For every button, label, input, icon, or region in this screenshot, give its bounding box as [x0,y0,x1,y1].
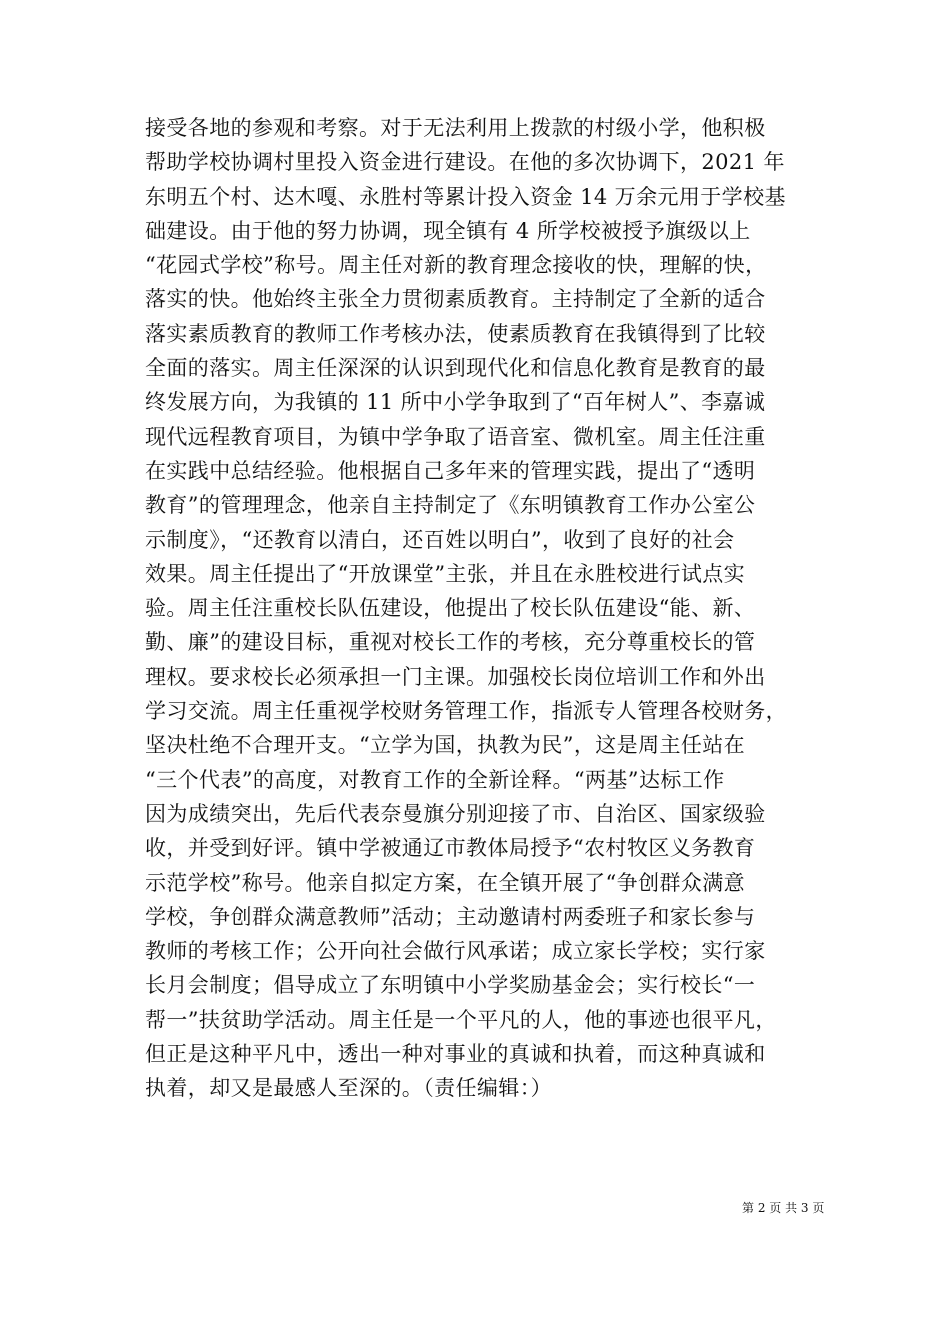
text-line: 现代远程教育项目，为镇中学争取了语音室、微机室。周主任注重 [145,424,766,449]
text-line: 学校，争创群众满意教师”活动；主动邀请村两委班子和家长参与 [145,904,756,929]
text-line: 落实素质教育的教师工作考核办法，使素质教育在我镇得到了比较 [145,321,766,346]
text-line: 效果。周主任提出了“开放课堂”主张，并且在永胜校进行试点实 [145,561,746,586]
text-line: 勤、廉”的建设目标，重视对校长工作的考核，充分尊重校长的管 [145,630,756,655]
page-number: 第 2 页 共 3 页 [742,1201,825,1215]
text-line: 执着，却又是最感人至深的。（责任编辑：） [145,1076,552,1101]
text-line: “三个代表”的高度，对教育工作的全新诠释。“两基”达标工作 [145,767,725,792]
text-line: 长月会制度；倡导成立了东明镇中小学奖励基金会；实行校长“一 [145,973,756,998]
text-line: “花园式学校”称号。周主任对新的教育理念接收的快，理解的快， [145,253,767,278]
article-body [145,111,815,1106]
text-line: 坚决杜绝不合理开支。“立学为国，执教为民”，这是周主任站在 [145,733,746,758]
text-line: 示制度》，“还教育以清白，还百姓以明白”，收到了良好的社会 [145,527,735,552]
text-line: 终发展方向，为我镇的 11 所中小学争取到了“百年树人”、李嘉诚 [145,390,766,415]
text-line: 东明五个村、达木嘎、永胜村等累计投入资金 14 万余元用于学校基 [145,184,786,209]
text-line: 在实践中总结经验。他根据自己多年来的管理实践，提出了“透明 [145,458,756,483]
text-line: 帮一”扶贫助学活动。周主任是一个平凡的人，他的事迹也很平凡， [145,1007,777,1032]
text-line: 因为成绩突出，先后代表奈曼旗分别迎接了市、自治区、国家级验 [145,801,766,826]
text-line: 验。周主任注重校长队伍建设，他提出了校长队伍建设“能、新、 [145,596,756,621]
text-line: 示范学校”称号。他亲自拟定方案，在全镇开展了“争创群众满意 [145,870,746,895]
text-line: 教育”的管理理念，他亲自主持制定了《东明镇教育工作办公室公 [145,493,756,518]
text-line: 础建设。由于他的努力协调，现全镇有 4 所学校被授予旗级以上 [145,218,751,243]
text-line: 理权。要求校长必须承担一门主课。加强校长岗位培训工作和外出 [145,664,766,689]
text-line: 接受各地的参观和考察。对于无法利用上拨款的村级小学，他积极 [145,116,766,140]
text-line: 落实的快。他始终主张全力贯彻素质教育。主持制定了全新的适合 [145,287,766,312]
text-line: 帮助学校协调村里投入资金进行建设。在他的多次协调下，2021 年 [145,150,785,175]
text-line: 但正是这种平凡中，透出一种对事业的真诚和执着，而这种真诚和 [145,1042,766,1067]
text-line: 教师的考核工作；公开向社会做行风承诺；成立家长学校；实行家 [145,939,766,964]
text-line: 学习交流。周主任重视学校财务管理工作，指派专人管理各校财务， [145,699,787,724]
text-line: 全面的落实。周主任深深的认识到现代化和信息化教育是教育的最 [145,356,766,381]
text-line: 收，并受到好评。镇中学被通辽市教体局授予“农村牧区义务教育 [145,836,756,861]
